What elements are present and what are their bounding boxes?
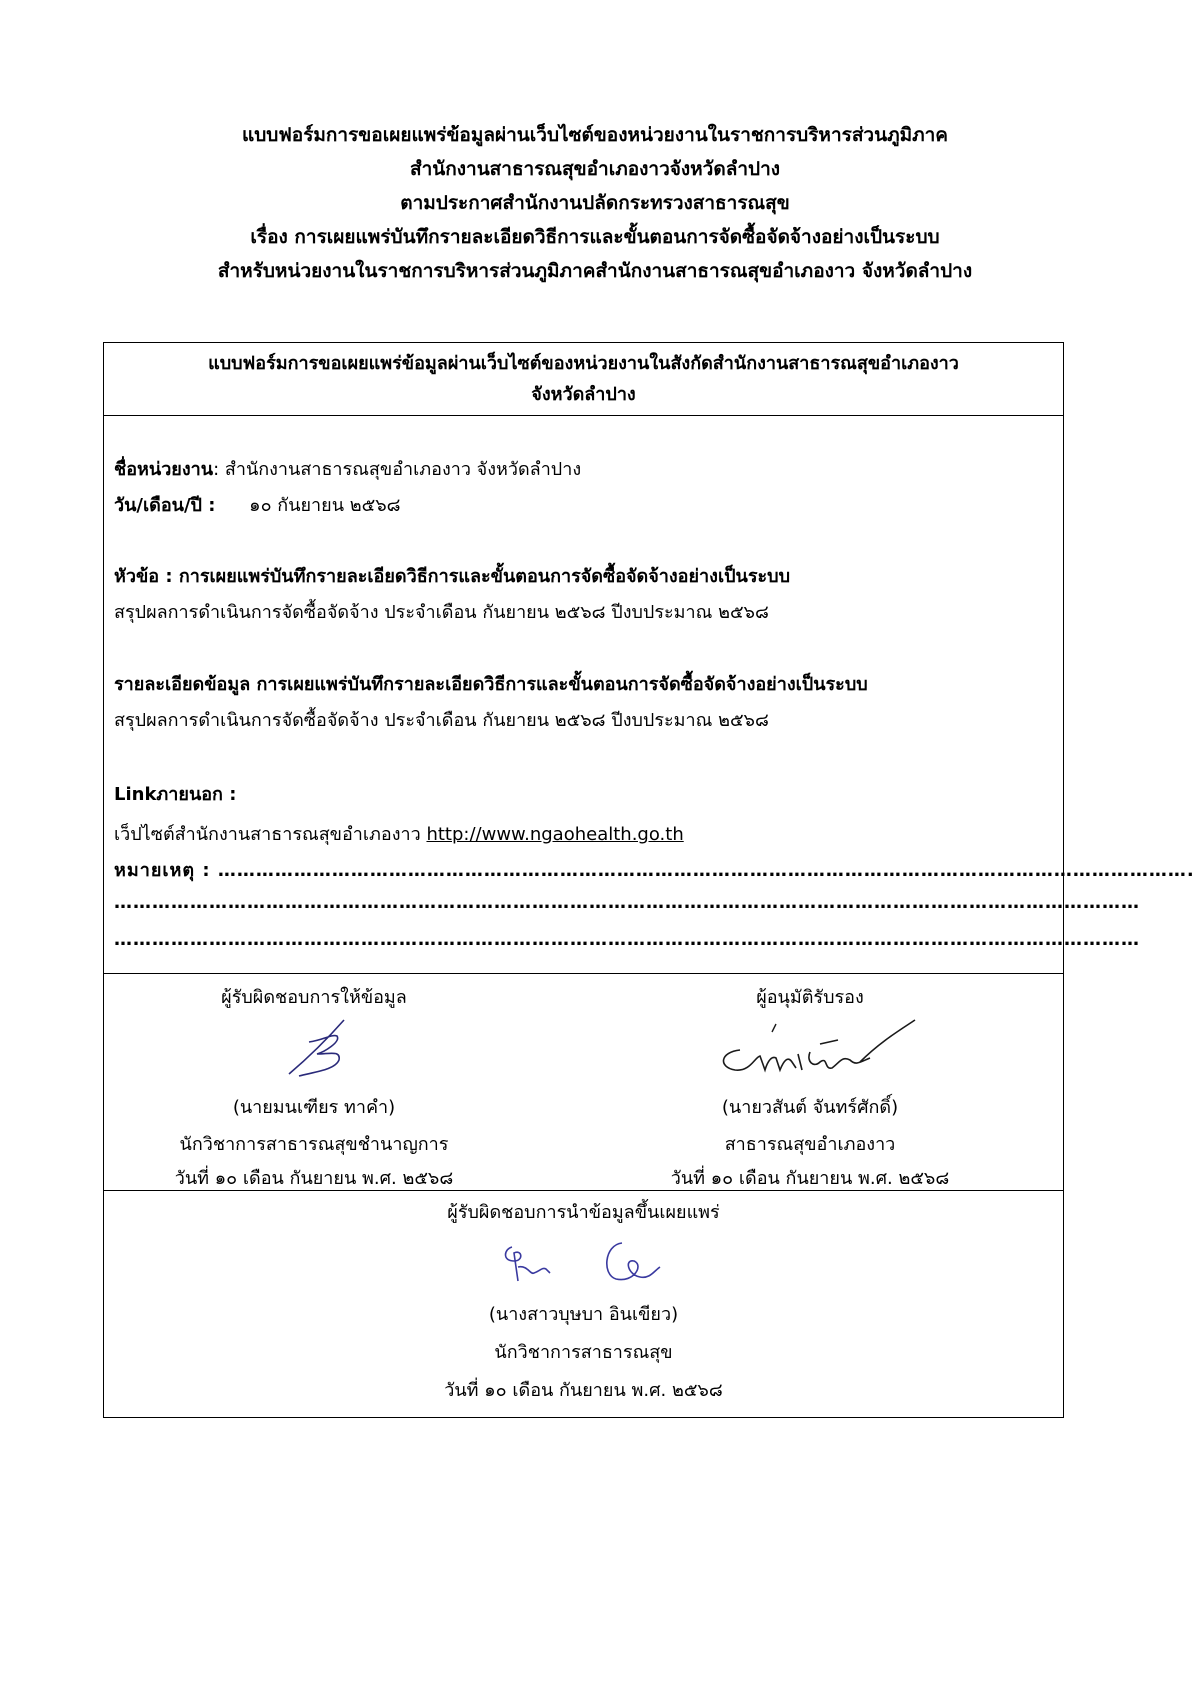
signature-section	[104, 973, 1063, 1191]
note-dots-3: ………………………………………………………………………………………………………………………………………………	[114, 929, 1140, 950]
note-label: หมายเหตุ :	[114, 860, 218, 881]
topic-summary: สรุปผลการดำเนินการจัดซื้อจัดจ้าง ประจำเดือน กันยายน ๒๕๖๘ ปีงบประมาณ ๒๕๖๘	[114, 602, 769, 623]
header-line-4: เรื่อง การเผยแพร่บันทึกรายละเอียดวิธีการและขั้นตอนการจัดซื้อจัดจ้างอย่างเป็นระบบ	[250, 226, 940, 248]
form-title-line-1: แบบฟอร์มการขอเผยแพร่ข้อมูลผ่านเว็บไซต์ของหน่วยงานในสังกัดสำนักงานสาธารณสุขอำเภองาว	[208, 353, 959, 374]
publisher-role: ผู้รับผิดชอบการนำข้อมูลขึ้นเผยแพร่	[447, 1202, 720, 1223]
form-box	[103, 342, 1195, 1418]
responsible-signature-image	[269, 1012, 379, 1087]
approver-signature-image	[710, 1012, 920, 1087]
form-title-line-2: จังหวัดลำปาง	[531, 384, 636, 405]
note-dots-1: ……………………………………………………………………………………………………………………………………….	[217, 860, 1195, 881]
publisher-position: นักวิชาการสาธารณสุข	[494, 1342, 673, 1363]
website-link[interactable]: http://www.ngaohealth.go.th	[426, 824, 684, 845]
publisher-signature-image	[484, 1231, 694, 1301]
detail-summary: สรุปผลการดำเนินการจัดซื้อจัดจ้าง ประจำเดือน กันยายน ๒๕๖๘ ปีงบประมาณ ๒๕๖๘	[114, 710, 769, 731]
date-label: วัน/เดือน/ปี :	[114, 495, 216, 516]
detail-label: รายละเอียดข้อมูล การเผยแพร่บันทึกรายละเอียดวิธีการและขั้นตอนการจัดซื้อจัดจ้างอย่างเป็นระบบ	[114, 674, 868, 695]
header-line-2: สำนักงานสาธารณสุขอำเภองาวจังหวัดลำปาง	[409, 158, 781, 180]
date-value: ๑๐ กันยายน ๒๕๖๘	[249, 495, 401, 516]
header-line-1: แบบฟอร์มการขอเผยแพร่ข้อมูลผ่านเว็บไซต์ของหน่วยงานในราชการบริหารส่วนภูมิภาค	[241, 124, 949, 146]
publisher-date: วันที่ ๑๐ เดือน กันยายน พ.ศ. ๒๕๖๘	[444, 1380, 723, 1401]
responsible-date: วันที่ ๑๐ เดือน กันยายน พ.ศ. ๒๕๖๘	[174, 1168, 454, 1189]
approver-name: (นายวสันต์ จันทร์ศักดิ์)	[721, 1097, 899, 1118]
link-label: Linkภายนอก :	[114, 784, 237, 805]
responsible-position: นักวิชาการสาธารณสุขชำนาญการ	[179, 1134, 449, 1155]
website-row	[114, 819, 684, 848]
document-header	[0, 118, 1190, 288]
unit-row	[114, 454, 581, 483]
form-title	[104, 343, 1063, 416]
unit-label: ชื่อหน่วยงาน	[114, 459, 214, 480]
header-line-5: สำหรับหน่วยงานในราชการบริหารส่วนภูมิภาคสำนักงานสาธารณสุขอำเภองาว จังหวัดลำปาง	[217, 260, 973, 282]
publisher-signature-block	[104, 1191, 1063, 1417]
date-row	[114, 490, 401, 519]
approver-position: สาธารณสุขอำเภองาว	[724, 1134, 896, 1155]
approver-role: ผู้อนุมัติรับรอง	[756, 987, 864, 1008]
publisher-name: (นางสาวบุษบา อินเขียว)	[488, 1304, 679, 1325]
website-label: เว็ปไซต์สำนักงานสาธารณสุขอำเภองาว	[114, 824, 427, 845]
topic-label: หัวข้อ : การเผยแพร่บันทึกรายละเอียดวิธีการและขั้นตอนการจัดซื้อจัดจ้างอย่างเป็นระบบ	[114, 566, 791, 587]
note-dots-2: ………………………………………………………………………………………………………………………………………………	[114, 892, 1140, 913]
unit-value: : สำนักงานสาธารณสุขอำเภองาว จังหวัดลำปาง	[213, 459, 582, 480]
header-line-3: ตามประกาศสำนักงานปลัดกระทรวงสาธารณสุข	[400, 192, 790, 214]
approver-date: วันที่ ๑๐ เดือน กันยายน พ.ศ. ๒๕๖๘	[670, 1168, 950, 1189]
responsible-role: ผู้รับผิดชอบการให้ข้อมูล	[221, 987, 407, 1008]
responsible-name: (นายมนเฑียร ทาคำ)	[232, 1097, 396, 1118]
note-row	[114, 855, 1195, 884]
